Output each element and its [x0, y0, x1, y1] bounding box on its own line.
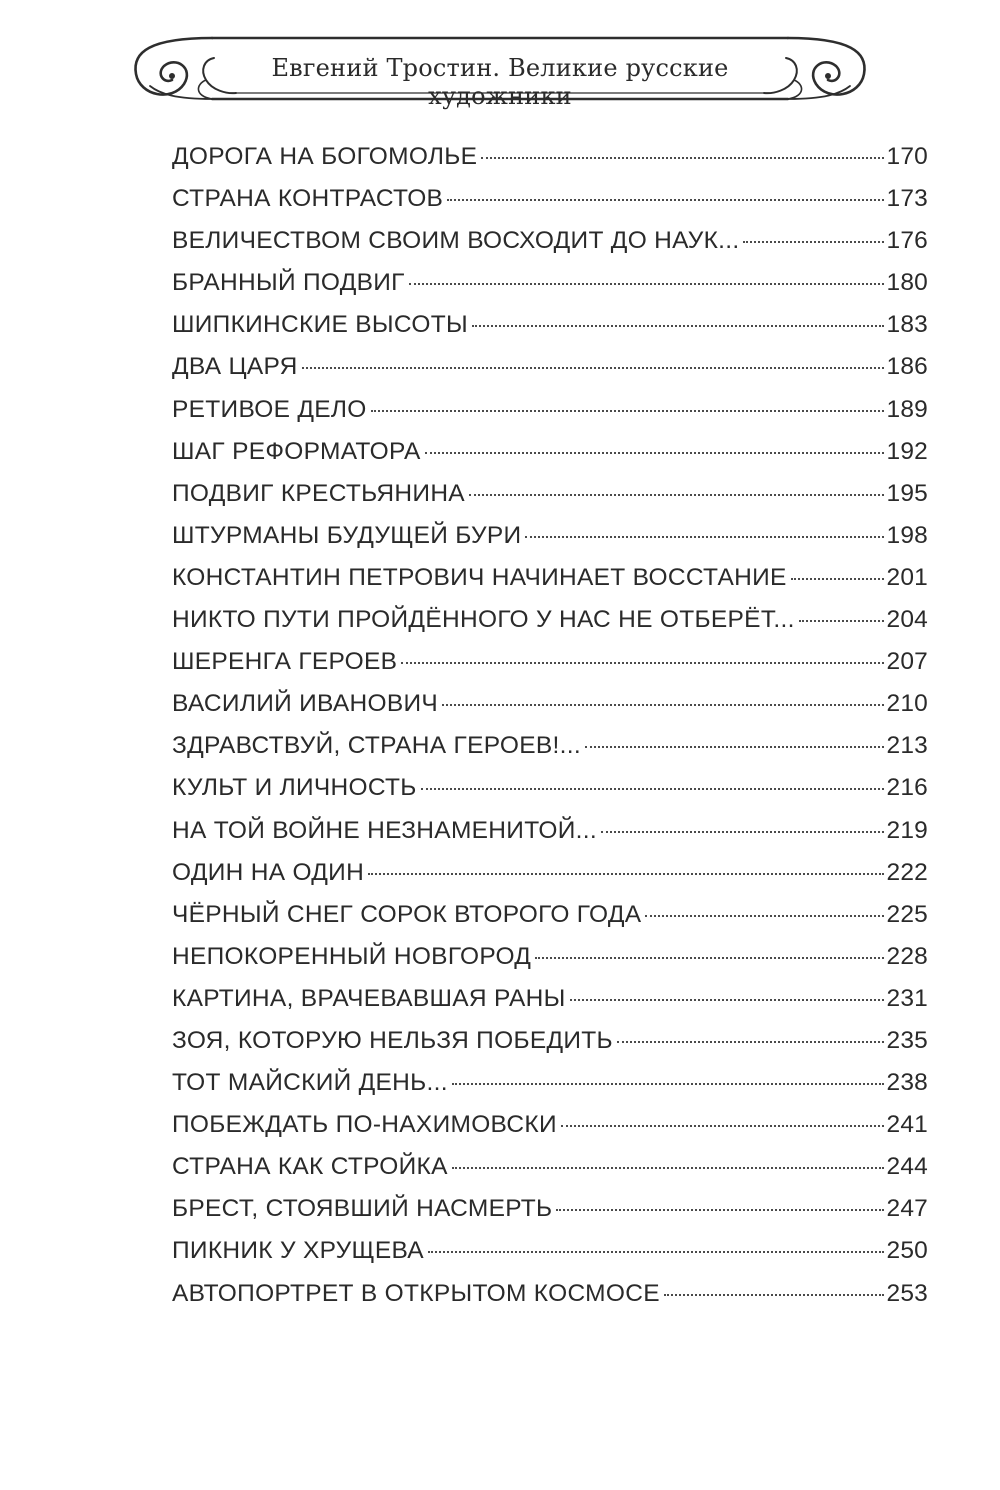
- toc-dot-leader: [570, 999, 884, 1001]
- toc-entry-title: ДВА ЦАРЯ: [172, 353, 298, 381]
- toc-entry-title: НА ТОЙ ВОЙНЕ НЕЗНАМЕНИТОЙ...: [172, 816, 597, 844]
- table-of-contents: [172, 136, 928, 1315]
- toc-entry-title: ЗОЯ, КОТОРУЮ НЕЛЬЗЯ ПОБЕДИТЬ: [172, 1026, 613, 1054]
- toc-entry-title: ШТУРМАНЫ БУДУЩЕЙ БУРИ: [172, 521, 522, 549]
- toc-entry-page: 231: [886, 984, 928, 1012]
- toc-entry-title: КУЛЬТ И ЛИЧНОСТЬ: [172, 774, 417, 802]
- toc-entry-title: ВАСИЛИЙ ИВАНОВИЧ: [172, 690, 439, 718]
- toc-entry-page: 176: [886, 227, 928, 255]
- toc-entry-page: 222: [886, 858, 928, 886]
- toc-dot-leader: [645, 915, 883, 917]
- toc-entry[interactable]: [172, 557, 928, 599]
- toc-entry[interactable]: [172, 725, 928, 767]
- toc-entry-page: 189: [886, 395, 928, 423]
- toc-dot-leader: [799, 620, 884, 622]
- toc-entry-title: КОНСТАНТИН ПЕТРОВИЧ НАЧИНАЕТ ВОССТАНИЕ: [172, 563, 787, 591]
- toc-dot-leader: [452, 1167, 884, 1169]
- toc-entry[interactable]: [172, 431, 928, 473]
- toc-entry-page: 250: [886, 1237, 928, 1265]
- toc-entry-page: 238: [886, 1069, 928, 1097]
- toc-entry-title: БРАННЫЙ ПОДВИГ: [172, 269, 405, 297]
- toc-entry-page: 210: [886, 690, 928, 718]
- toc-entry[interactable]: [172, 1273, 928, 1315]
- toc-entry[interactable]: [172, 1104, 928, 1146]
- toc-entry-title: ШИПКИНСКИЕ ВЫСОТЫ: [172, 311, 468, 339]
- toc-entry-page: 241: [886, 1111, 928, 1139]
- toc-entry[interactable]: [172, 641, 928, 683]
- toc-dot-leader: [791, 578, 884, 580]
- toc-dot-leader: [585, 746, 884, 748]
- toc-entry[interactable]: [172, 136, 928, 178]
- toc-entry-page: 201: [886, 563, 928, 591]
- toc-entry-title: АВТОПОРТРЕТ В ОТКРЫТОМ КОСМОСЕ: [172, 1279, 660, 1307]
- toc-entry[interactable]: [172, 515, 928, 557]
- toc-dot-leader: [601, 831, 884, 833]
- toc-entry-page: 195: [886, 479, 928, 507]
- toc-entry[interactable]: [172, 936, 928, 978]
- toc-dot-leader: [664, 1294, 884, 1296]
- toc-entry[interactable]: [172, 810, 928, 852]
- toc-dot-leader: [442, 704, 883, 706]
- toc-entry-page: 173: [886, 185, 928, 213]
- toc-entry-title: ПОДВИГ КРЕСТЬЯНИНА: [172, 479, 465, 507]
- toc-entry[interactable]: [172, 767, 928, 809]
- toc-entry-page: 207: [886, 648, 928, 676]
- toc-dot-leader: [525, 536, 883, 538]
- toc-entry-page: 204: [886, 606, 928, 634]
- toc-entry-title: СТРАНА КОНТРАСТОВ: [172, 185, 444, 213]
- toc-entry-title: ВЕЛИЧЕСТВОМ СВОИМ ВОСХОДИТ ДО НАУК...: [172, 227, 740, 255]
- toc-entry-page: 213: [886, 732, 928, 760]
- toc-entry[interactable]: [172, 1062, 928, 1104]
- toc-entry-page: 247: [886, 1195, 928, 1223]
- toc-entry-title: РЕТИВОЕ ДЕЛО: [172, 395, 367, 423]
- toc-entry-page: 253: [886, 1279, 928, 1307]
- toc-dot-leader: [421, 788, 884, 790]
- toc-entry-title: ЗДРАВСТВУЙ, СТРАНА ГЕРОЕВ!...: [172, 732, 581, 760]
- toc-entry[interactable]: [172, 894, 928, 936]
- toc-dot-leader: [447, 199, 883, 201]
- toc-entry-title: ПИКНИК У ХРУЩЕВА: [172, 1237, 424, 1265]
- toc-entry-title: ДОРОГА НА БОГОМОЛЬЕ: [172, 143, 478, 170]
- toc-entry[interactable]: [172, 262, 928, 304]
- toc-entry-title: ШАГ РЕФОРМАТОРА: [172, 437, 421, 465]
- toc-entry-page: 235: [886, 1026, 928, 1054]
- toc-dot-leader: [743, 241, 883, 243]
- toc-entry-title: СТРАНА КАК СТРОЙКА: [172, 1153, 448, 1181]
- toc-entry[interactable]: [172, 1230, 928, 1272]
- toc-entry-title: ЧЁРНЫЙ СНЕГ СОРОК ВТОРОГО ГОДА: [172, 900, 642, 928]
- toc-dot-leader: [428, 1251, 884, 1253]
- toc-dot-leader: [401, 662, 883, 664]
- toc-entry[interactable]: [172, 599, 928, 641]
- toc-entry[interactable]: [172, 473, 928, 515]
- toc-entry[interactable]: [172, 978, 928, 1020]
- toc-entry[interactable]: [172, 1146, 928, 1188]
- toc-entry[interactable]: [172, 1020, 928, 1062]
- toc-dot-leader: [561, 1125, 884, 1127]
- toc-entry-page: 216: [886, 774, 928, 802]
- toc-entry[interactable]: [172, 304, 928, 346]
- toc-dot-leader: [481, 157, 883, 159]
- toc-dot-leader: [371, 410, 884, 412]
- toc-dot-leader: [469, 494, 884, 496]
- toc-dot-leader: [452, 1083, 884, 1085]
- toc-entry[interactable]: [172, 220, 928, 262]
- toc-entry[interactable]: [172, 346, 928, 388]
- toc-entry-title: ТОТ МАЙСКИЙ ДЕНЬ...: [172, 1069, 448, 1097]
- toc-entry-page: 183: [886, 311, 928, 339]
- toc-entry-page: 228: [886, 942, 928, 970]
- toc-entry[interactable]: [172, 1188, 928, 1230]
- toc-entry-page: 225: [886, 900, 928, 928]
- toc-entry-title: ОДИН НА ОДИН: [172, 858, 365, 886]
- toc-entry-page: 186: [886, 353, 928, 381]
- toc-dot-leader: [409, 283, 884, 285]
- toc-entry-page: 198: [886, 521, 928, 549]
- toc-entry-page: 192: [886, 437, 928, 465]
- toc-dot-leader: [556, 1209, 883, 1211]
- toc-entry[interactable]: [172, 178, 928, 220]
- toc-dot-leader: [368, 873, 883, 875]
- toc-entry-title: БРЕСТ, СТОЯВШИЙ НАСМЕРТЬ: [172, 1195, 553, 1223]
- toc-entry-title: НИКТО ПУТИ ПРОЙДЁННОГО У НАС НЕ ОТБЕРЁТ...: [172, 606, 795, 634]
- toc-entry-page: 180: [886, 269, 928, 297]
- running-header-title: Евгений Тростин. Великие русские художники: [271, 54, 729, 110]
- toc-entry[interactable]: [172, 852, 928, 894]
- toc-entry-title: ПОБЕЖДАТЬ ПО-НАХИМОВСКИ: [172, 1111, 557, 1139]
- toc-entry-title: КАРТИНА, ВРАЧЕВАВШАЯ РАНЫ: [172, 984, 566, 1012]
- toc-dot-leader: [302, 367, 884, 369]
- toc-dot-leader: [425, 452, 884, 454]
- toc-entry-page: 244: [886, 1153, 928, 1181]
- toc-entry-page: 219: [886, 816, 928, 844]
- toc-entry-title: ШЕРЕНГА ГЕРОЕВ: [172, 648, 398, 676]
- toc-entry-title: НЕПОКОРЕННЫЙ НОВГОРОД: [172, 942, 532, 970]
- toc-dot-leader: [617, 1041, 884, 1043]
- toc-dot-leader: [472, 325, 884, 327]
- page-header: [0, 0, 1000, 130]
- toc-entry-page: 170: [886, 143, 928, 170]
- toc-dot-leader: [535, 957, 883, 959]
- toc-entry[interactable]: [172, 389, 928, 431]
- toc-entry[interactable]: [172, 683, 928, 725]
